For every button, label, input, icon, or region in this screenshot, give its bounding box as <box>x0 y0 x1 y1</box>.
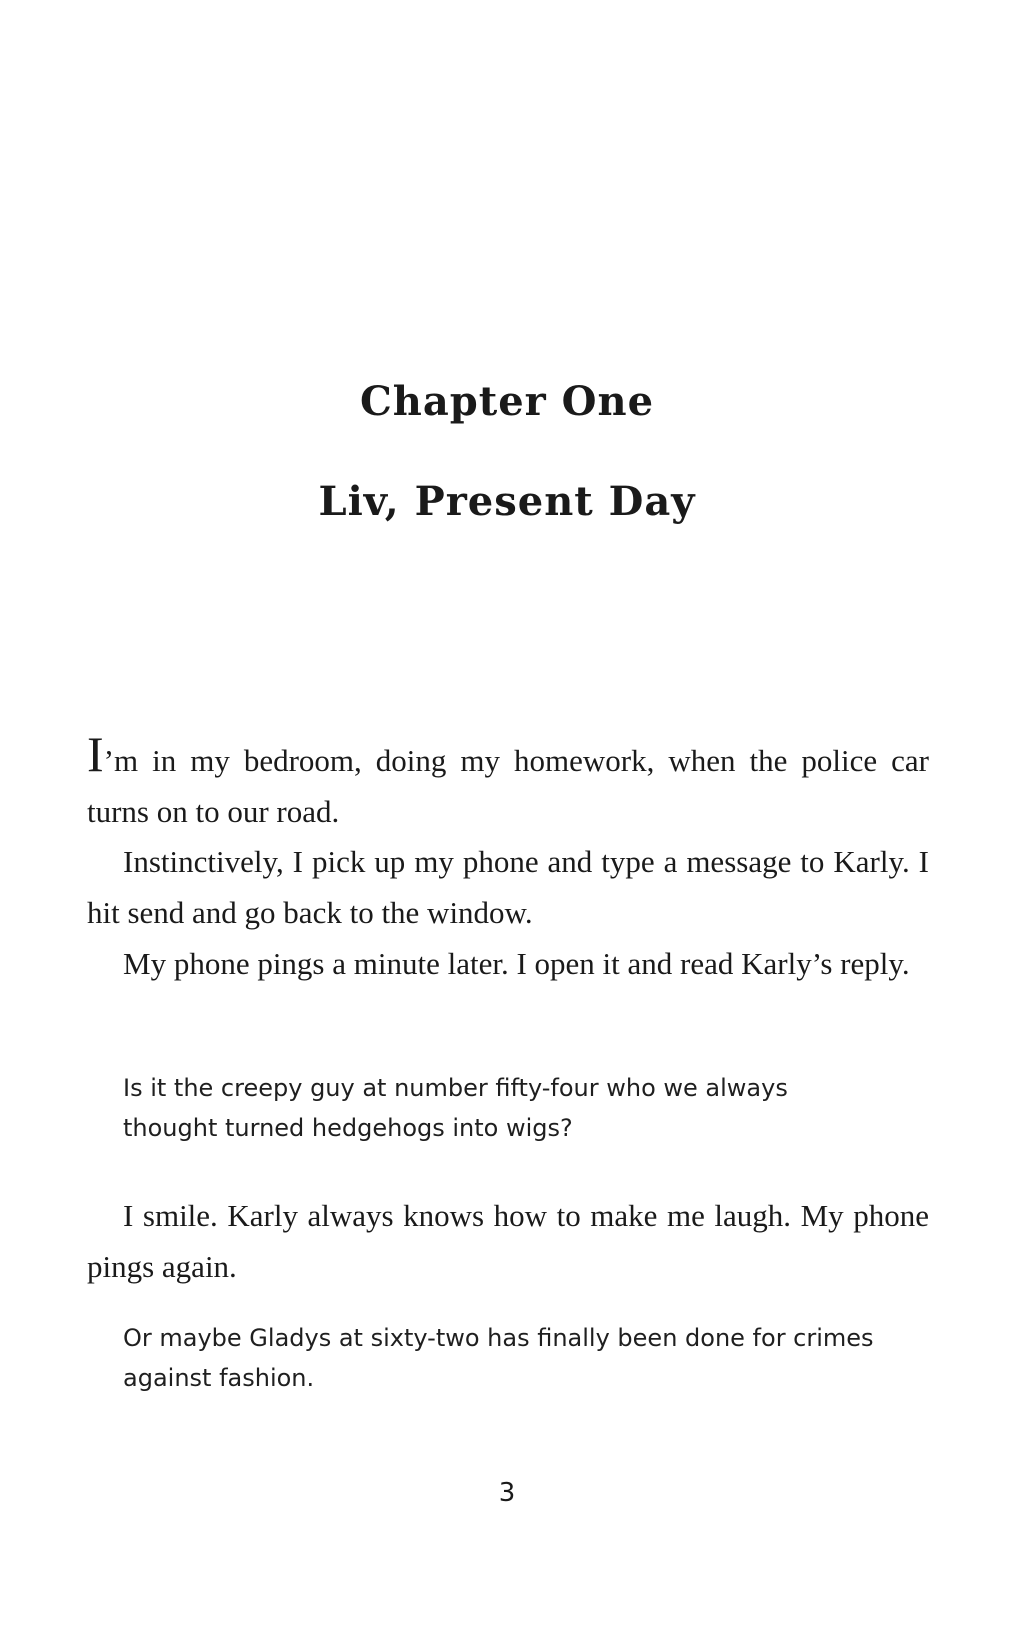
text-message: Or maybe Gladys at sixty-two has finally been done for crimes against fashion. <box>123 1324 874 1392</box>
paragraph: My phone pings a minute later. I open it and read Karly’s reply. <box>123 946 910 981</box>
paragraph: Instinctively, I pick up my phone and type a message to Karly. I hit send and go back to the window. <box>87 844 929 930</box>
drop-cap: I <box>87 726 104 782</box>
paragraph-opening <box>87 726 929 837</box>
paragraph: I smile. Karly always knows how to make me laugh. My phone pings again. <box>87 1198 929 1284</box>
paragraph-opening-text: ’m in my bedroom, doing my homework, when the police car turns on to our road. <box>87 743 929 829</box>
chapter-title: Chapter One <box>359 378 655 425</box>
page-number: 3 <box>498 1478 516 1508</box>
text-message: Is it the creepy guy at number fifty-four who we always thought turned hedgehogs into wigs? <box>123 1074 788 1142</box>
chapter-subtitle: Liv, Present Day <box>318 478 696 525</box>
